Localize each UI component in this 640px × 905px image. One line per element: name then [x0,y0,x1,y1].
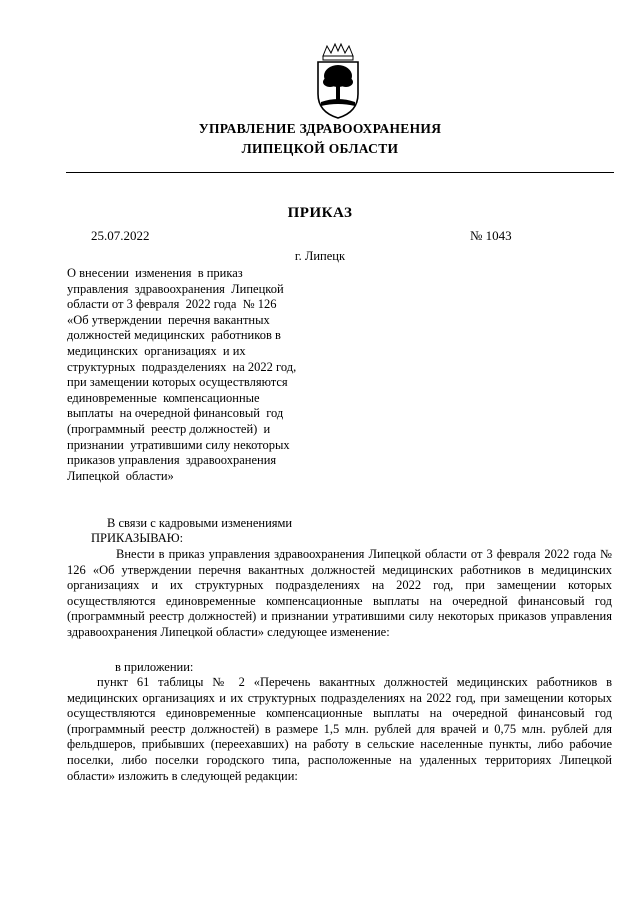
document-subject: О внесении изменения в приказ управления здравоохранения Липецкой области от 3 февраля 2022 года № 126 «Об утверждении перечня вакантных должностей медицинских работников в медицинских организациях и их структурных подразделениях на 2022 год, при замещении которых осуществляются единовременные компенсационные выплаты на очередной финансовый год (программный реестр должностей) и признании утратившими силу некоторых приказов управления здравоохранения Липецкой области» [67,266,297,483]
body-paragraph-1: Внести в приказ управления здравоохранения Липецкой области от 3 февраля 2022 года № 126 «Об утверждении перечня вакантных должностей медицинских работников в медицинских организациях и их структурных подразделениях на 2022 год, при замещении которых осуществляются единовременные компенсационные выплаты на очередной финансовый год (программный реестр должностей) и признании утратившими силу некоторых приказов управления здравоохранения Липецкой области» следующее изменение: [67,547,612,639]
annex-line: в приложении: [115,660,194,674]
header-divider [66,172,614,173]
document-number: № 1043 [470,228,512,243]
order-word: ПРИКАЗЫВАЮ: [91,531,184,545]
org-name-line1: УПРАВЛЕНИЕ ЗДРАВООХРАНЕНИЯ [198,121,442,136]
body-paragraph-2: пункт 61 таблицы № 2 «Перечень вакантных должностей медицинских работников в медицинских организациях и их структурных подразделениях на 2022 год, при замещении которых осуществляются единовременные компенсационные выплаты на очередной финансовый год (программный реестр должностей) в размере 1,5 млн. рублей для врачей и 0,75 млн. рублей для фельдшеров, прибывших (переехавших) на работу в сельские населенные пункты, либо рабочие поселки, либо поселки городского типа, расположенные на удаленных территориях Липецкой области» изложить в следующей редакции: [67,675,612,783]
org-name-line2: ЛИПЕЦКОЙ ОБЛАСТИ [241,141,399,156]
coat-of-arms-icon [315,42,361,120]
document-date: 25.07.2022 [91,228,150,243]
document-city: г. Липецк [294,249,346,263]
document-title: ПРИКАЗ [287,205,353,221]
reason-line: В связи с кадровыми изменениями [107,516,293,530]
